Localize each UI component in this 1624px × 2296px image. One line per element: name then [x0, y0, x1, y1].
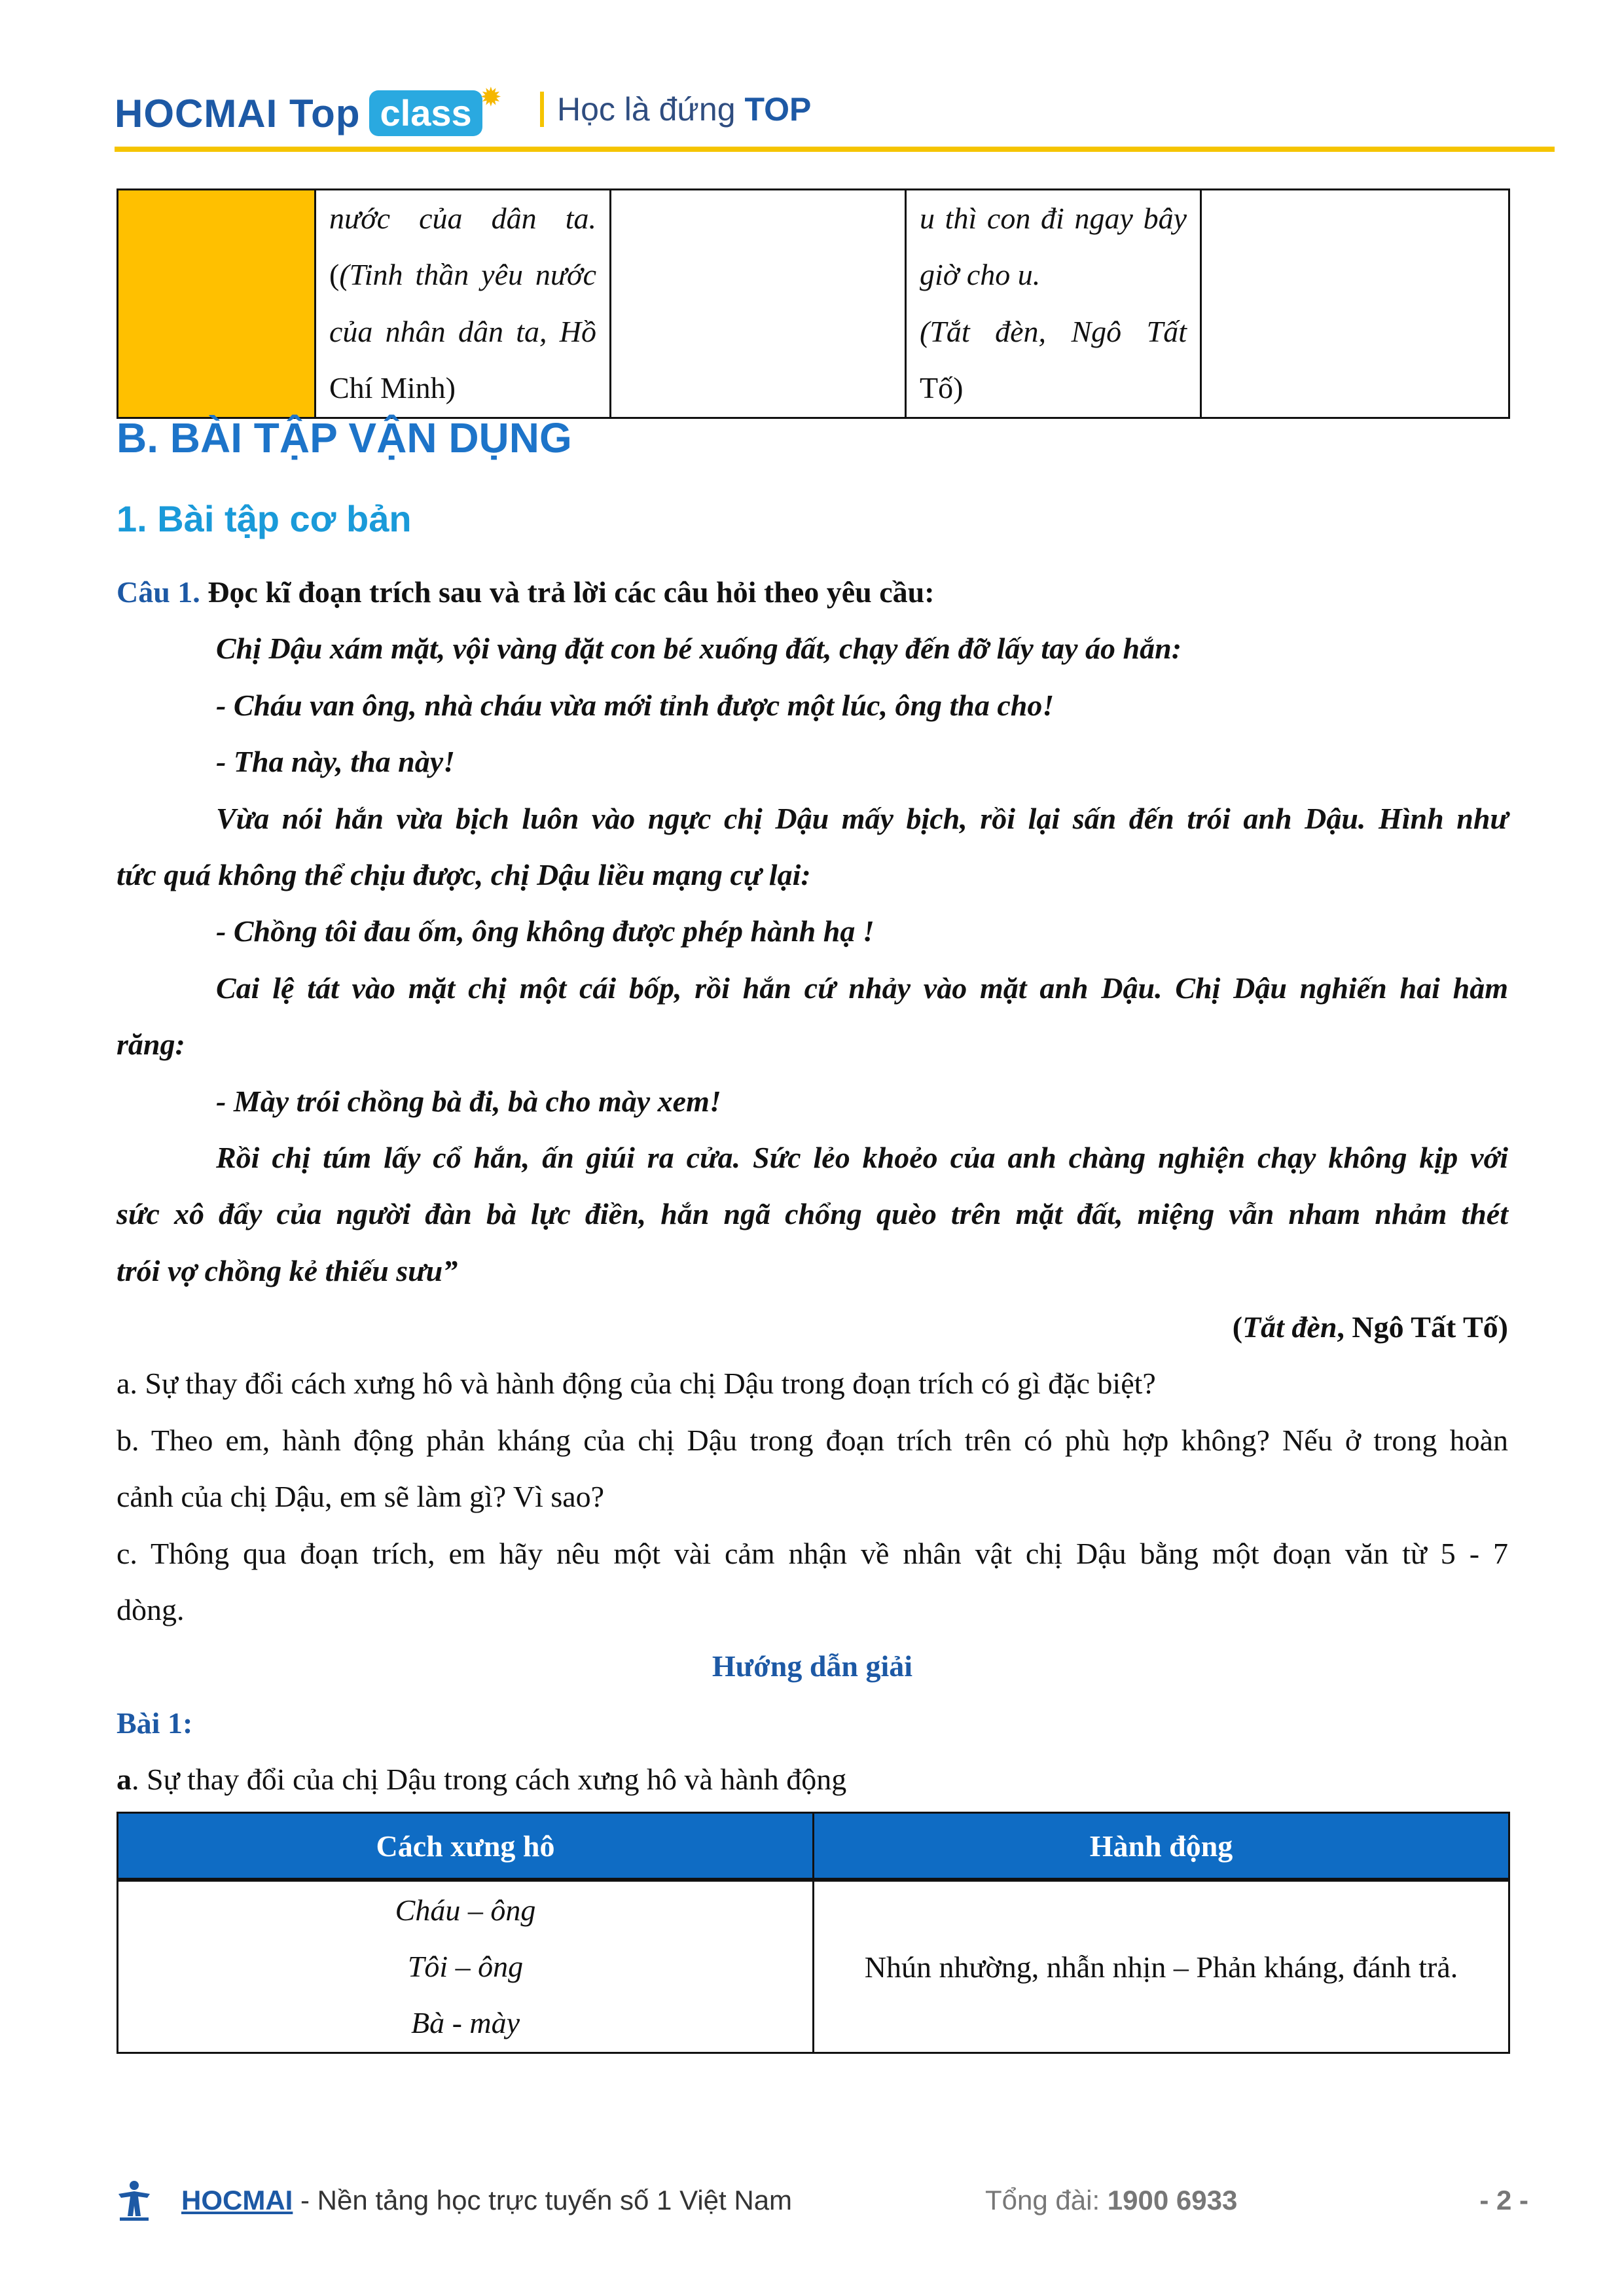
section-heading-b: B. BÀI TẬP VẬN DỤNG [117, 414, 572, 461]
excerpt-line: Vừa nói hắn vừa bịch luôn vào ngực chị Dậu mấy bịch, rồi lại sấn đến trói anh Dậu. Hình như [216, 801, 1508, 835]
page-footer [115, 2179, 1542, 2225]
continuation-table [117, 188, 1510, 419]
header-hanh-dong: Hành động [814, 1813, 1509, 1880]
question-item-b-cont: cảnh của chị Dậu, em sẽ làm gì? Vì sao? [117, 1480, 605, 1514]
excerpt-line: Chị Dậu xám mặt, vội vàng đặt con bé xuống đất, chạy đến đỡ lấy tay áo hắn: [216, 632, 1182, 666]
table-row [118, 1880, 1509, 2053]
footer-hotline [985, 2185, 1237, 2216]
address-line: Cháu – ông [395, 1893, 536, 1927]
guide-a-text: . Sự thay đổi của chị Dậu trong cách xưng hô và hành động [132, 1763, 847, 1797]
table-cell-empty [1201, 190, 1509, 418]
question-prompt [117, 564, 1508, 620]
logo-badge-text: class [380, 92, 472, 134]
hocmai-topclass-logo [115, 83, 502, 143]
cell-line: Tố) [920, 371, 964, 405]
excerpt-line: - Chồng tôi đau ốm, ông không được phép hành hạ ! [216, 914, 875, 948]
question-item-c: c. Thông qua đoạn trích, em hãy nêu một vài cảm nhận về nhân vật chị Dậu bằng một đoạn văn từ 5 - 7 [117, 1536, 1508, 1570]
header-rule [115, 147, 1555, 152]
answer-cell-address [118, 1880, 814, 2053]
header-tagline [540, 90, 811, 128]
footer-brand-link[interactable]: HOCMAI [181, 2185, 293, 2215]
question-item-a: a. Sự thay đổi cách xưng hô và hành động của chị Dậu trong đoạn trích có gì đặc biệt? [117, 1367, 1156, 1401]
guide-bai-label: Bài 1: [117, 1706, 193, 1740]
table-cell-empty [611, 190, 906, 418]
answer-cell-action: Nhún nhường, nhẫn nhịn – Phản kháng, đánh trả. [814, 1880, 1509, 2053]
logo-brand-text: HOCMAI Top [115, 91, 361, 135]
table-cell-quote-1 [316, 190, 611, 418]
guide-item-a [117, 1751, 1508, 1808]
header-cach-xung-ho: Cách xưng hô [118, 1813, 814, 1880]
excerpt-line: - Cháu van ông, nhà cháu vừa mới tỉnh được một lúc, ông tha cho! [216, 688, 1055, 722]
cell-line: u thì con đi ngay bây [920, 202, 1187, 235]
guide-a-label: a [117, 1763, 132, 1797]
hocmai-figure-icon [115, 2179, 154, 2221]
hotline-label: Tổng đài: [985, 2185, 1108, 2215]
excerpt-source: (Tắt đèn, Ngô Tất Tố) [1232, 1310, 1508, 1344]
question-item-c-cont: dòng. [117, 1593, 185, 1627]
logo-class-badge [369, 83, 502, 136]
excerpt-line: Rồi chị túm lấy cổ hắn, ấn giúi ra cửa. Sức lẻo khoẻo của anh chàng nghiện chạy không kịp với [216, 1140, 1508, 1174]
question-item-b: b. Theo em, hành động phản kháng của chị Dậu trong đoạn trích trên có phù hợp không? Nếu ở trong hoàn [117, 1423, 1508, 1457]
excerpt-line: trói vợ chồng kẻ thiếu sưu” [117, 1253, 458, 1287]
address-line: Tôi – ông [407, 1950, 524, 1983]
guide-title: Hướng dẫn giải [712, 1649, 913, 1683]
table-cell-quote-2 [906, 190, 1201, 418]
excerpt-line: Cai lệ tát vào mặt chị một cái bốp, rồi hắn cứ nhảy vào mặt anh Dậu. Chị Dậu nghiến hai hàm [216, 971, 1508, 1005]
excerpt-line: sức xô đẩy của người đàn bà lực điền, hắn ngã chổng quèo trên mặt đất, miệng vẫn nham nhảm thét [117, 1197, 1508, 1231]
excerpt-line: tức quá không thể chịu được, chị Dậu liều mạng cự lại: [117, 857, 811, 891]
cell-line: ((Tinh thần yêu nước [329, 258, 596, 292]
footer-slogan-text: - Nền tảng học trực tuyến số 1 Việt Nam [293, 2185, 793, 2215]
cell-line: Chí Minh) [329, 371, 456, 405]
sun-icon: ✹ [480, 83, 502, 112]
table-cell-highlight [118, 190, 316, 418]
cell-line: giờ cho u. [920, 258, 1041, 292]
cell-line: nước của dân ta. [329, 202, 596, 235]
footer-slogan [181, 2185, 792, 2216]
excerpt-line: - Mày trói chồng bà đi, bà cho mày xem! [216, 1084, 721, 1118]
answer-table [117, 1812, 1510, 2054]
source-author: Ngô Tất Tố [1352, 1310, 1498, 1344]
address-line: Bà - mày [410, 2006, 520, 2039]
question-text: Đọc kĩ đoạn trích sau và trả lời các câu hỏi theo yêu cầu: [208, 575, 935, 609]
question-block [117, 564, 1508, 1808]
excerpt-line: răng: [117, 1028, 185, 1062]
answer-table-header [118, 1813, 1509, 1880]
tagline-divider [540, 92, 544, 127]
table-row [118, 190, 1509, 418]
cell-line-text: (Tinh thần yêu nước [339, 258, 596, 292]
hotline-number: 1900 6933 [1107, 2185, 1238, 2215]
cell-line: của nhân dân ta, Hồ [329, 314, 596, 348]
cell-line: (Tắt đèn, Ngô Tất [920, 314, 1187, 348]
tagline-prefix: Học là đứng [557, 91, 736, 128]
excerpt-line: - Tha này, tha này! [216, 745, 456, 779]
tagline-bold: TOP [744, 91, 812, 128]
page-number: - 2 - [1479, 2185, 1528, 2215]
subsection-heading: 1. Bài tập cơ bản [117, 498, 412, 539]
source-work: Tắt đèn [1242, 1310, 1337, 1344]
question-label: Câu 1. [117, 575, 200, 609]
